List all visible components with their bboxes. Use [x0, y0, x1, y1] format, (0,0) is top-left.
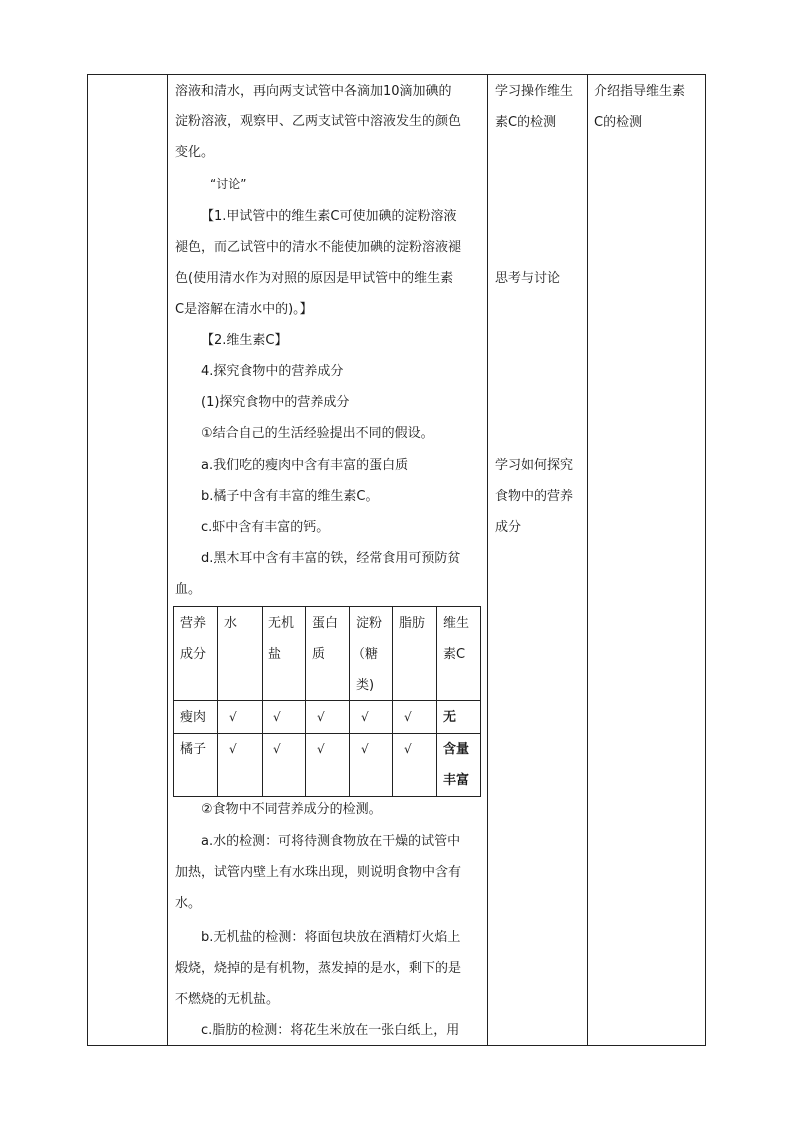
- check-mark: √: [273, 742, 281, 756]
- student-activity-text: 思考与讨论: [495, 271, 561, 286]
- check-mark: √: [317, 710, 325, 724]
- check-mark: √: [317, 742, 325, 756]
- student-activity-text: 学习操作维生: [495, 84, 574, 99]
- table-header-cell: 类): [356, 678, 375, 693]
- text-line: 【2.维生素C】: [201, 333, 288, 348]
- discussion-heading: “讨论”: [210, 177, 247, 191]
- table-header-cell: 成分: [180, 647, 207, 662]
- text-line: 溶液和清水，再向两支试管中各滴加10滴加碘的: [175, 84, 452, 99]
- table-col-divider: [262, 606, 263, 797]
- table-header-cell: 质: [312, 647, 326, 662]
- text-line: 【1.甲试管中的维生素C可使加碘的淀粉溶液: [201, 209, 457, 224]
- text-line: 淀粉溶液，观察甲、乙两支试管中溶液发生的颜色: [175, 114, 462, 129]
- table-header-cell: 脂肪: [399, 616, 426, 631]
- table-header-cell: 素C: [443, 647, 466, 662]
- check-mark: √: [361, 742, 369, 756]
- table-header-cell: 蛋白: [312, 616, 339, 631]
- vitamin-c-value: 含量: [443, 742, 470, 757]
- list-item: c.虾中含有丰富的钙。: [201, 520, 330, 535]
- student-activity-text: 学习如何探究: [495, 458, 574, 473]
- table-col-divider: [217, 606, 218, 797]
- text-line: c.脂肪的检测：将花生米放在一张白纸上，用: [201, 1023, 460, 1038]
- teacher-activity-text: 介绍指导维生素: [594, 84, 686, 99]
- table-row-label: 橘子: [180, 742, 207, 757]
- vitamin-c-value: 丰富: [443, 773, 470, 788]
- table-header-cell: 无机: [268, 616, 295, 631]
- list-item: d.黑木耳中含有丰富的铁，经常食用可预防贫: [201, 551, 461, 566]
- text-line: 变化。: [175, 145, 215, 160]
- text-line: 不燃烧的无机盐。: [175, 992, 280, 1007]
- list-item: b.橘子中含有丰富的维生素C。: [201, 489, 379, 504]
- table-col-divider: [436, 606, 437, 797]
- check-mark: √: [229, 742, 237, 756]
- text-line: 色(使用清水作为对照的原因是甲试管中的维生素: [175, 271, 454, 286]
- table-row-divider: [173, 733, 481, 734]
- list-item: a.我们吃的瘦肉中含有丰富的蛋白质: [201, 458, 409, 473]
- table-header-cell: 淀粉: [356, 616, 383, 631]
- text-line: 褪色，而乙试管中的清水不能使加碘的淀粉溶液褪: [175, 240, 462, 255]
- column-divider: [587, 74, 588, 1046]
- student-activity-text: 素C的检测: [495, 115, 557, 130]
- check-mark: √: [404, 710, 412, 724]
- text-line: 加热，试管内壁上有水珠出现，则说明食物中含有: [175, 865, 462, 880]
- table-row-divider: [173, 700, 481, 701]
- text-line: 煅烧，烧掉的是有机物，蒸发掉的是水，剩下的是: [175, 961, 462, 976]
- column-divider: [487, 74, 488, 1046]
- table-header-cell: 营养: [180, 616, 207, 631]
- text-line: C是溶解在清水中的)。】: [175, 302, 313, 317]
- table-header-cell: 维生: [443, 616, 470, 631]
- check-mark: √: [404, 742, 412, 756]
- teacher-activity-text: C的检测: [594, 115, 643, 130]
- text-line: 血。: [175, 582, 202, 597]
- text-line: a.水的检测：可将待测食物放在干燥的试管中: [201, 834, 461, 849]
- table-col-divider: [392, 606, 393, 797]
- table-col-divider: [305, 606, 306, 797]
- text-line: 水。: [175, 896, 202, 911]
- table-header-cell: 盐: [268, 647, 282, 662]
- check-mark: √: [361, 710, 369, 724]
- check-mark: √: [273, 710, 281, 724]
- table-header-cell: 水: [224, 616, 238, 631]
- table-col-divider: [349, 606, 350, 797]
- vitamin-c-value: 无: [443, 710, 457, 725]
- subsection-heading: (1)探究食物中的营养成分: [201, 395, 350, 410]
- text-line: b.无机盐的检测：将面包块放在酒精灯火焰上: [201, 930, 461, 945]
- check-mark: √: [229, 710, 237, 724]
- section-heading: 4.探究食物中的营养成分: [201, 364, 344, 379]
- text-line: ①结合自己的生活经验提出不同的假设。: [201, 426, 434, 441]
- text-line: ②食物中不同营养成分的检测。: [201, 802, 382, 817]
- student-activity-text: 成分: [495, 520, 522, 535]
- column-divider: [167, 74, 168, 1046]
- student-activity-text: 食物中的营养: [495, 489, 574, 504]
- table-header-cell: （糖: [352, 647, 379, 662]
- table-row-label: 瘦肉: [180, 710, 207, 725]
